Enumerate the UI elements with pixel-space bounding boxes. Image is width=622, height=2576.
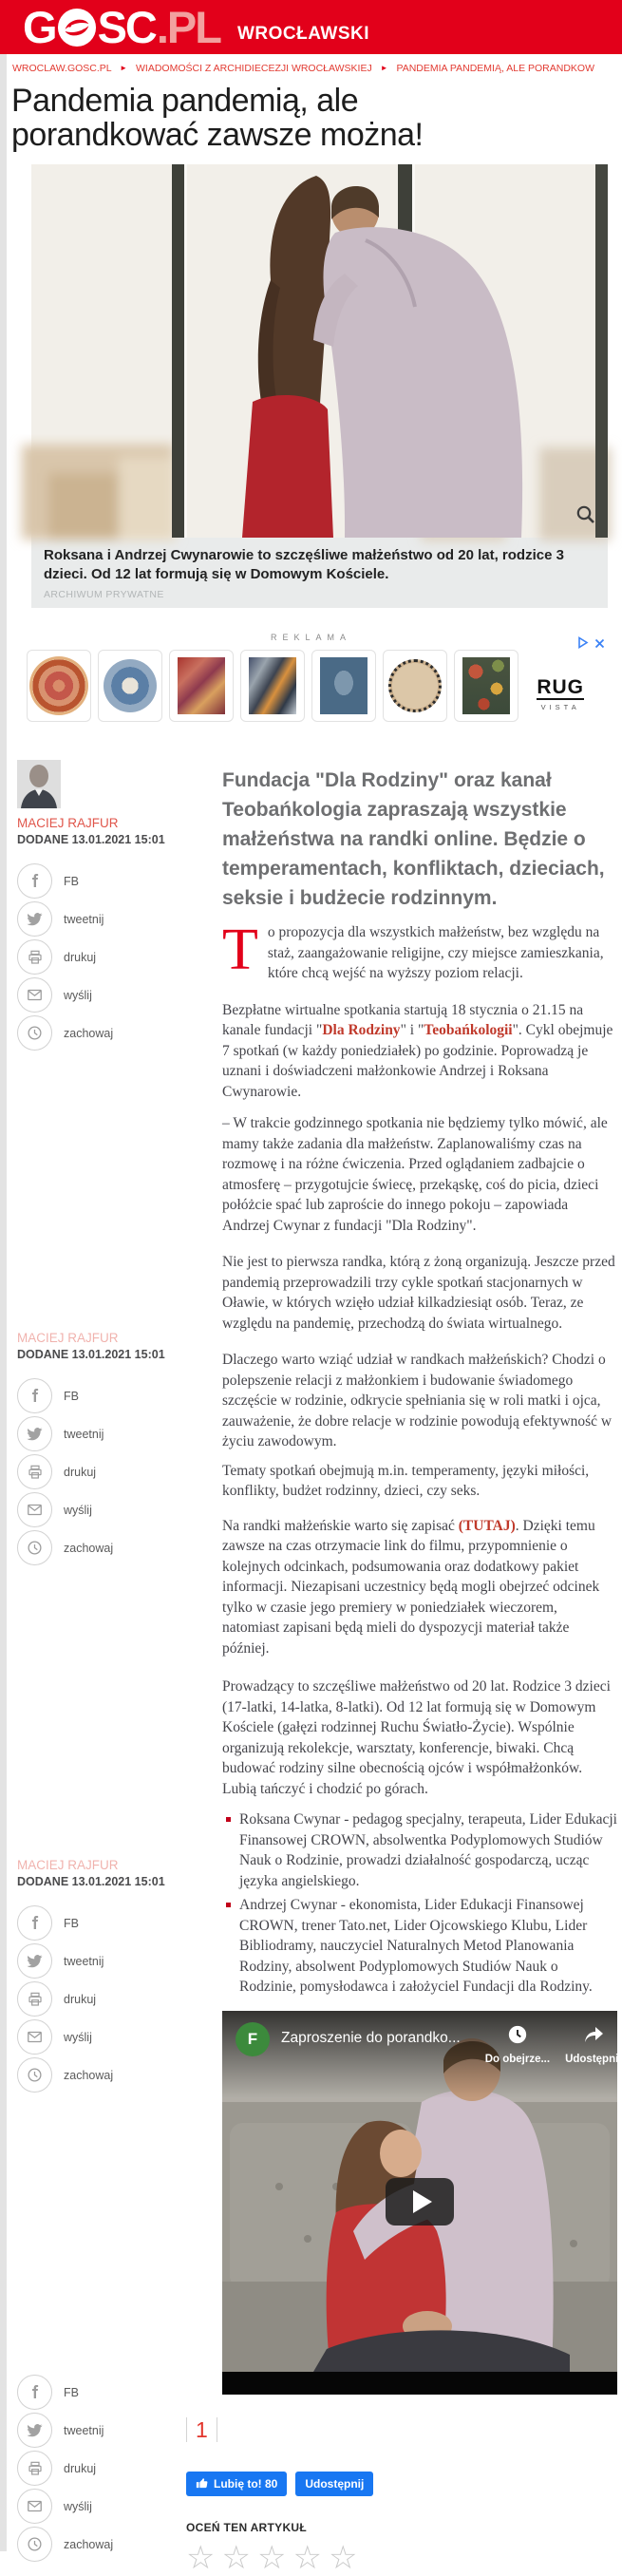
mail-icon <box>17 977 52 1013</box>
article-content <box>186 760 622 2576</box>
rug-thumbnail[interactable] <box>311 650 376 722</box>
share-save[interactable]: zachowaj <box>17 1530 207 1565</box>
link-teobankologia[interactable]: Teobańkologii <box>424 1022 513 1039</box>
ad-product-row <box>27 650 622 722</box>
clock-icon <box>17 2057 52 2093</box>
star-icon[interactable]: ☆ <box>292 2539 329 2576</box>
publish-date: DODANE 13.01.2021 15:01 <box>17 1875 165 1889</box>
logo-letter-g: G <box>23 2 56 52</box>
breadcrumb-section[interactable]: WIADOMOŚCI Z ARCHIDIECEZJI WROCŁAWSKIEJ <box>136 63 372 74</box>
author-name[interactable]: MACIEJ RAJFUR <box>17 1858 119 1873</box>
star-icon[interactable]: ☆ <box>256 2539 293 2576</box>
photo-credit: ARCHIWUM PRYWATNE <box>44 589 164 601</box>
star-icon[interactable]: ☆ <box>221 2539 257 2576</box>
rug-thumbnail[interactable] <box>454 650 518 722</box>
mail-icon <box>17 2019 52 2055</box>
breadcrumb-home[interactable]: WROCLAW.GOSC.PL <box>12 63 112 74</box>
paragraph: Nie jest to pierwsza randka, którą z żoną organizują. Jeszcze przed pandemią przeprowadzili trzy cykle spotkań stacjonarnych w Oławie, w których wzięło udział kilkadziesiąt osób. Teraz, ze względu na pandemię, przechodzą do świata wirtualnego. <box>222 1254 615 1332</box>
share-save[interactable]: zachowaj <box>17 2057 207 2093</box>
ad-banner <box>0 633 622 737</box>
share-list <box>17 1905 207 2093</box>
twitter-icon <box>17 1943 52 1979</box>
site-header <box>0 0 622 54</box>
mail-icon <box>17 1492 52 1527</box>
speaker-list <box>222 1809 617 1998</box>
author-avatar[interactable] <box>17 760 61 808</box>
twitter-icon <box>17 901 52 937</box>
share-facebook[interactable]: FB <box>17 1378 207 1413</box>
zoom-icon[interactable] <box>575 504 596 530</box>
advertiser-logo[interactable]: RUG VISTA <box>537 676 584 712</box>
video-share-button[interactable]: Udostępnij <box>565 2024 621 2065</box>
share-arrow-icon <box>582 2024 605 2050</box>
share-save[interactable]: zachowaj <box>17 1015 207 1051</box>
share-twitter[interactable]: tweetnij <box>17 2413 207 2448</box>
breadcrumb-arrow-icon: ► <box>120 64 128 72</box>
author-name[interactable]: MACIEJ RAJFUR <box>17 816 119 831</box>
share-print[interactable]: drukuj <box>17 1981 207 2017</box>
share-email[interactable]: wyślij <box>17 2489 207 2524</box>
share-print[interactable]: drukuj <box>17 1454 207 1489</box>
breadcrumb-current: PANDEMIA PANDEMIĄ, ALE PORANDKOW <box>396 63 594 74</box>
breadcrumb-arrow-icon: ► <box>380 64 388 72</box>
share-list <box>17 1378 207 1565</box>
print-icon <box>17 2451 52 2486</box>
page-number[interactable]: 1 <box>196 2416 208 2442</box>
facebook-icon <box>17 863 52 899</box>
rating-section <box>186 2521 617 2574</box>
fb-share-button[interactable]: Udostępnij <box>295 2472 373 2496</box>
page-left-gutter <box>0 54 7 2551</box>
logo-letters-sc: SC <box>97 2 156 52</box>
breadcrumb <box>0 54 622 78</box>
list-item: Andrzej Cwynar - ekonomista, Lider Edukacji Finansowej CROWN, trener Tato.net, Lider Ojcowskiego Klubu, Lider Bibliodramy, nauczyciel Naturalnych Metod Planowania Rodziny, absolwent Podyplomowych Studiów Nauk o Rodzinie, pomysłodawca i założyciel Fundacji dla Rodziny. <box>226 1895 617 1998</box>
list-item: Roksana Cwynar - pedagog specjalny, terapeuta, Lider Edukacji Finansowej CROWN, absolwentka Podyplomowych Studiów Nauk o Rodzinie, prowadzi działalność gospodarczą, ucząc języka angielskiego. <box>226 1809 617 1891</box>
ad-close-icon[interactable] <box>594 636 605 653</box>
ad-choices <box>576 636 605 653</box>
share-email[interactable]: wyślij <box>17 977 207 1013</box>
rug-thumbnail[interactable] <box>27 650 91 722</box>
video-header <box>222 2011 622 2098</box>
rug-thumbnail[interactable] <box>383 650 447 722</box>
rug-thumbnail[interactable] <box>98 650 162 722</box>
mail-icon <box>17 2489 52 2524</box>
paragraph: Prowadzący to szczęśliwe małżeństwo od 20 lat. Rodzice 3 dzieci (17-latki, 14-latka, 8-latki). Od 12 lat formują się w Domowym Kościele (gałęzi rodzinnej Ruchu Światło-Życie). Wspólnie organizują rekolekcje, warsztaty, konferencje, biwaki. Chcą budować rodziny silne obecnością ojców i współmałżonków. Lubią tańczyć i chodzić po górach. <box>222 1678 611 1797</box>
fish-circle-icon <box>57 8 97 47</box>
share-block <box>17 2375 207 2565</box>
share-save[interactable]: zachowaj <box>17 2527 207 2562</box>
ad-label: REKLAMA <box>270 633 351 643</box>
share-email[interactable]: wyślij <box>17 2019 207 2055</box>
video-title[interactable]: Zaproszenie do porandko... <box>281 2029 461 2046</box>
pagination <box>186 2417 617 2443</box>
paragraph: Bezpłatne wirtualne spotkania startują 18 stycznia o 21.15 na kanale fundacji "Dla Rodziny" i "Teobańkologii". Cykl obejmuje 7 spotkań (w każdy poniedziałek) po godzinie. Poprowadzą je uznani i doświadczeni małżonkowie Andrzej i Roksana Cwynarowie. <box>222 1001 613 1100</box>
share-list <box>17 2375 207 2562</box>
clock-icon <box>507 2024 528 2050</box>
author-block <box>17 1850 207 2095</box>
print-icon <box>17 939 52 975</box>
hero-figure <box>31 164 608 609</box>
publish-date: DODANE 13.01.2021 15:01 <box>17 833 165 847</box>
share-twitter[interactable]: tweetnij <box>17 1943 207 1979</box>
article-lead: Fundacja "Dla Rodziny" oraz kanał Teobańkologia zapraszają wszystkie małżeństwa na randki online. Będzie o temperamentach, konfliktach, dzieciach, seksie i budżecie rodzinnym. <box>222 769 605 910</box>
play-button[interactable] <box>386 2178 454 2226</box>
author-block <box>17 1323 207 1568</box>
facebook-icon <box>17 1378 52 1413</box>
print-icon <box>17 1454 52 1489</box>
twitter-icon <box>17 2413 52 2448</box>
rating-label: OCEŃ TEN ARTYKUŁ <box>186 2520 308 2534</box>
logo-suffix-pl: .PL <box>156 2 220 52</box>
hero-caption-block <box>31 538 608 609</box>
facebook-icon <box>17 1905 52 1941</box>
share-print[interactable]: drukuj <box>17 939 207 975</box>
site-logo[interactable] <box>23 2 220 52</box>
paragraph: Na randki małżeńskie warto się zapisać (TUTAJ). Dzięki temu zawsze na czas otrzymacie link do filmu, przypomnienie o kolejnych odcinkach, podsumowania oraz dodatkowy pakiet informacji. Niezapisani uczestnicy będą mogli obejrzeć odcinek tylko w czasie jego premiery w poniedziałek wieczorem, natomiast zapisani będą mieli do dyspozycji materiał także później. <box>222 1517 600 1657</box>
star-icon[interactable]: ☆ <box>328 2539 365 2576</box>
paragraph: – W trakcie godzinnego spotkania nie będziemy tylko mówić, ale mamy także zadania dla małżeństw. Zaplanowaliśmy czas na rozmowę i na różne ćwiczenia. Przed oglądaniem zadbajcie o atmosferę – przygotujcie świecę, przekąskę, coś do picia, dzieci połóżcie spać lub zaproście do innego pokoju – zapowiada Andrzej Cwynar z fundacji "Dla Rodziny". <box>222 1115 608 1234</box>
link-tutaj[interactable]: (TUTAJ) <box>458 1517 516 1534</box>
video-embed[interactable] <box>222 2011 622 2395</box>
share-facebook[interactable]: FB <box>17 2375 207 2410</box>
paragraph: Dlaczego warto wziąć udział w randkach małżeńskich? Chodzi o polepszenie relacji z małżonkiem i budowanie świadomego szczęście w rodzinie, odkrycie spełniania się w roli matki i ojca, zauważenie, że dobre relacje w rodzinie powodują efektywność w życiu zawodowym. <box>222 1352 613 1450</box>
fb-like-button[interactable]: Lubię to! 80 <box>186 2472 287 2496</box>
share-twitter[interactable]: tweetnij <box>17 1416 207 1451</box>
clock-icon <box>17 2527 52 2562</box>
rug-thumbnail[interactable] <box>240 650 305 722</box>
star-icon[interactable]: ☆ <box>186 2539 222 2576</box>
share-list <box>17 863 207 1051</box>
facebook-plugin <box>186 2472 617 2496</box>
paragraph: Tematy spotkań obejmują m.in. temperamenty, języki miłości, konflikty, budżet rodzinny, dzieci, czy seks. <box>222 1462 590 1500</box>
share-print[interactable]: drukuj <box>17 2451 207 2486</box>
share-facebook[interactable]: FB <box>17 863 207 899</box>
publish-date: DODANE 13.01.2021 15:01 <box>17 1348 165 1362</box>
twitter-icon <box>17 1416 52 1451</box>
share-facebook[interactable]: FB <box>17 1905 207 1941</box>
rating-stars <box>186 2539 617 2576</box>
article-body <box>8 760 622 2576</box>
link-dla-rodziny[interactable]: Dla Rodziny <box>322 1022 401 1039</box>
adchoices-icon[interactable] <box>576 636 589 653</box>
share-email[interactable]: wyślij <box>17 1492 207 1527</box>
author-block <box>17 760 207 1053</box>
watch-later-button[interactable]: Do obejrze... <box>485 2024 550 2065</box>
paragraph: To propozycja dla wszystkich małżeństw, bez względu na staż, zaangażowanie religijne, czy miejsce zamieszkania, które chcą wejść na wyższy poziom relacji. <box>222 918 604 983</box>
share-twitter[interactable]: tweetnij <box>17 901 207 937</box>
clock-icon <box>17 1015 52 1051</box>
hero-image[interactable] <box>31 164 608 538</box>
page-title: Pandemia pandemią, ale porandkować zawsze można! <box>11 83 424 154</box>
facebook-icon <box>17 2375 52 2410</box>
channel-avatar[interactable]: F <box>236 2022 270 2056</box>
author-name[interactable]: MACIEJ RAJFUR <box>17 1331 119 1346</box>
print-icon <box>17 1981 52 2017</box>
edition-label: WROCŁAWSKI <box>236 23 370 44</box>
video-controls-bar[interactable] <box>222 2372 617 2395</box>
rug-thumbnail[interactable] <box>169 650 234 722</box>
drop-cap: T <box>222 918 258 983</box>
hero-caption: Roksana i Andrzej Cwynarowie to szczęśliwe małżeństwo od 20 lat, rodzice 3 dzieci. Od 12 lat formują się w Domowym Kościele. <box>44 546 564 582</box>
clock-icon <box>17 1530 52 1565</box>
play-icon <box>413 2190 432 2213</box>
